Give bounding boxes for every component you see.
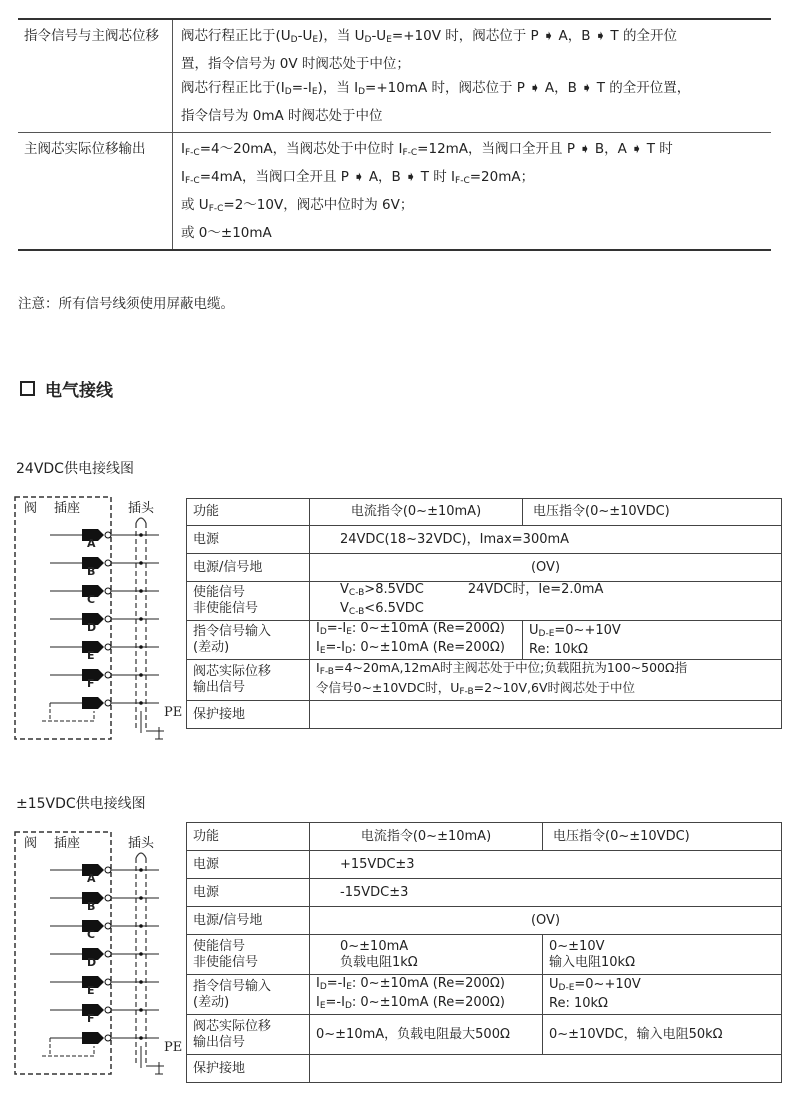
spec-line: $I_{F-C}=4mA$，当阀口全开且 P ➧ A，B ➧ T 时 $I_{F-C}=20mA$；	[181, 169, 535, 186]
pin-arrow-icon	[98, 1032, 104, 1044]
enable-label: 使能信号 非使能信号	[187, 935, 310, 975]
header-function: 功能	[187, 823, 310, 851]
pin-arrow-icon	[98, 613, 104, 625]
feedback-current-value: 0~±10mA，负载电阻最大500Ω	[310, 1015, 543, 1055]
spec-row	[18, 19, 771, 133]
wire-junction	[139, 617, 143, 621]
command-input-label: 指令信号输入 (差动)	[187, 975, 310, 1015]
wire-junction	[139, 924, 143, 928]
socket-label: 插座	[54, 501, 81, 516]
protective-earth-value	[310, 701, 782, 729]
command-voltage-value: $U_{D-E}=0\sim+10V$ Re: 10kΩ	[523, 621, 782, 660]
spec-line: 阀芯行程正比于$(I_D=-I_E)$，当 $I_D=+10mA$ 时，阀芯位于 P ➧ A，B ➧ T 的全开位置，	[181, 80, 691, 97]
wire-junction	[139, 1036, 143, 1040]
connector-schematic	[14, 830, 174, 1080]
spec-row	[18, 133, 771, 251]
power-label: 电源	[187, 526, 310, 554]
wiring-diagram-15vdc	[14, 830, 183, 1080]
command-current-value: $I_D=-I_E$: 0~±10mA (Re=200Ω) $I_E=-I_D$: 0~±10mA (Re=200Ω)	[310, 621, 523, 660]
feedback-output-label: 阀芯实际位移 输出信号	[187, 1015, 310, 1055]
pe-label: PE	[164, 1040, 183, 1055]
wire-junction	[139, 589, 143, 593]
power-value: 24VDC(18~32VDC)，Imax=300mA	[310, 526, 782, 554]
pe-wire	[141, 1046, 164, 1068]
wire-junction	[139, 645, 143, 649]
valve-label: 阀	[24, 501, 38, 516]
section-title	[20, 376, 113, 401]
pin-arrow-icon	[98, 976, 104, 988]
protective-earth-label: 保护接地	[187, 1055, 310, 1083]
pin-label: E	[87, 649, 95, 662]
spec-line: 或 $U_{F-C}=2\sim 10V$，阀芯中位时为 6V；	[181, 197, 414, 214]
pin-block	[82, 697, 98, 709]
command-voltage-value: $U_{D-E}=0\sim+10V$ Re: 10kΩ	[543, 975, 782, 1015]
pin-contact	[105, 560, 111, 566]
plug-body	[136, 523, 146, 730]
header-function: 功能	[187, 499, 310, 526]
pin-contact	[105, 588, 111, 594]
wire-junction	[139, 561, 143, 565]
header-current-command: 电流指令(0~±10mA)	[310, 823, 543, 851]
wiring-24vdc-title: 24VDC供电接线图	[16, 461, 134, 477]
wiring-diagram-24vdc	[14, 495, 183, 745]
pin-label: B	[87, 900, 96, 913]
pin-arrow-icon	[98, 585, 104, 597]
pin-contact	[105, 1035, 111, 1041]
pe-wire	[141, 711, 164, 733]
wiring-table-24vdc	[186, 498, 782, 729]
plug-label: 插头	[128, 501, 155, 516]
pin-contact	[105, 532, 111, 538]
pin-arrow-icon	[98, 641, 104, 653]
plug-body	[136, 858, 146, 1065]
pin-label: D	[87, 621, 97, 634]
pin-contact	[105, 1007, 111, 1013]
pin-contact	[105, 979, 111, 985]
plug-top-icon	[136, 853, 146, 858]
pin-arrow-icon	[98, 948, 104, 960]
pin-contact	[105, 951, 111, 957]
feedback-voltage-value: 0~±10VDC，输入电阻50kΩ	[543, 1015, 782, 1055]
pin-contact	[105, 867, 111, 873]
spec-table	[18, 18, 771, 251]
wire-junction	[139, 952, 143, 956]
valve-label: 阀	[24, 836, 38, 851]
pin-block	[82, 1032, 98, 1044]
command-input-label: 指令信号输入 (差动)	[187, 621, 310, 660]
power-negative-label: 电源	[187, 879, 310, 907]
spec-row-value	[173, 133, 772, 251]
pin-label: B	[87, 565, 96, 578]
section-title-text: 电气接线	[45, 381, 113, 401]
header-voltage-command: 电压指令(0~±10VDC)	[523, 499, 782, 526]
ground-label: 电源/信号地	[187, 907, 310, 935]
spec-row-label: 主阀芯实际位移输出	[18, 133, 173, 251]
pin-arrow-icon	[98, 697, 104, 709]
ground-value: (OV)	[310, 907, 782, 935]
enable-current-value: 0~±10mA 负载电阻1kΩ	[310, 935, 543, 975]
pin-label: F	[87, 1012, 95, 1025]
pin-contact	[105, 616, 111, 622]
pin-contact	[105, 923, 111, 929]
pin-label: C	[87, 593, 96, 606]
pin-label: A	[87, 537, 96, 550]
spec-line: 置，指令信号为 0V 时阀芯处于中位；	[181, 56, 410, 72]
ground-value: (OV)	[310, 554, 782, 582]
pin-arrow-icon	[98, 529, 104, 541]
plug-top-icon	[136, 518, 146, 523]
wire-junction	[139, 896, 143, 900]
spec-line: 或 0～±10mA	[181, 225, 272, 241]
pin-arrow-icon	[98, 1004, 104, 1016]
wire-junction	[139, 980, 143, 984]
spec-row-label: 指令信号与主阀芯位移	[18, 19, 173, 133]
wire-junction	[139, 1008, 143, 1012]
wire-junction	[139, 533, 143, 537]
pin-contact	[105, 700, 111, 706]
pin-label: C	[87, 928, 96, 941]
shielded-cable-note: 注意：所有信号线须使用屏蔽电缆。	[18, 296, 234, 312]
feedback-output-label: 阀芯实际位移 输出信号	[187, 660, 310, 701]
ground-label: 电源/信号地	[187, 554, 310, 582]
pin-contact	[105, 895, 111, 901]
pin-contact	[105, 672, 111, 678]
checkbox-square-icon	[20, 381, 35, 396]
pin-arrow-icon	[98, 920, 104, 932]
pin-arrow-icon	[98, 864, 104, 876]
wire-junction	[139, 673, 143, 677]
header-current-command: 电流指令(0~±10mA)	[310, 499, 523, 526]
pin-contact	[105, 644, 111, 650]
earth-symbol-icon	[155, 727, 163, 739]
spec-line: 指令信号为 0mA 时阀芯处于中位	[181, 108, 383, 124]
pin-label: F	[87, 677, 95, 690]
wire-junction	[139, 701, 143, 705]
connector-schematic	[14, 495, 174, 745]
wiring-table-15vdc	[186, 822, 782, 1083]
protective-earth-label: 保护接地	[187, 701, 310, 729]
earth-symbol-icon	[155, 1062, 163, 1074]
pin-arrow-icon	[98, 892, 104, 904]
enable-voltage-value: 0~±10V 输入电阻10kΩ	[543, 935, 782, 975]
power-positive-label: 电源	[187, 851, 310, 879]
wire-junction	[139, 868, 143, 872]
pe-label: PE	[164, 705, 183, 720]
plug-label: 插头	[128, 836, 155, 851]
socket-label: 插座	[54, 836, 81, 851]
pin-label: A	[87, 872, 96, 885]
pin-label: E	[87, 984, 95, 997]
enable-value: $V_{C-B}>8.5VDC$ 24VDC时，Ie=2.0mA $V_{C-B}<6.5VDC$	[310, 582, 782, 621]
power-negative-value: -15VDC±3	[310, 879, 782, 907]
pin-arrow-icon	[98, 557, 104, 569]
protective-earth-value	[310, 1055, 782, 1083]
spec-line: $I_{F-C}=4\sim 20mA$，当阀芯处于中位时 $I_{F-C}=12mA$，当阀口全开且 P ➧ B，A ➧ T 时	[181, 141, 673, 158]
spec-row-value	[173, 19, 772, 133]
command-current-value: $I_D=-I_E$: 0~±10mA (Re=200Ω) $I_E=-I_D$: 0~±10mA (Re=200Ω)	[310, 975, 543, 1015]
enable-label: 使能信号 非使能信号	[187, 582, 310, 621]
pin-arrow-icon	[98, 669, 104, 681]
wiring-15vdc-title: ±15VDC供电接线图	[16, 796, 146, 812]
power-positive-value: +15VDC±3	[310, 851, 782, 879]
header-voltage-command: 电压指令(0~±10VDC)	[543, 823, 782, 851]
feedback-output-value: $I_{F-B}=4\sim 20mA,12mA$时主阀芯处于中位;负载阻抗为100~500Ω指 令信号0~±10VDC时，$U_{F-B}=2\sim 10V,6V$时阀芯处于中位	[310, 660, 782, 701]
spec-line: 阀芯行程正比于$(U_D-U_E)$，当 $U_D-U_E=+10V$ 时，阀芯位于 P ➧ A，B ➧ T 的全开位	[181, 28, 677, 45]
pin-label: D	[87, 956, 97, 969]
